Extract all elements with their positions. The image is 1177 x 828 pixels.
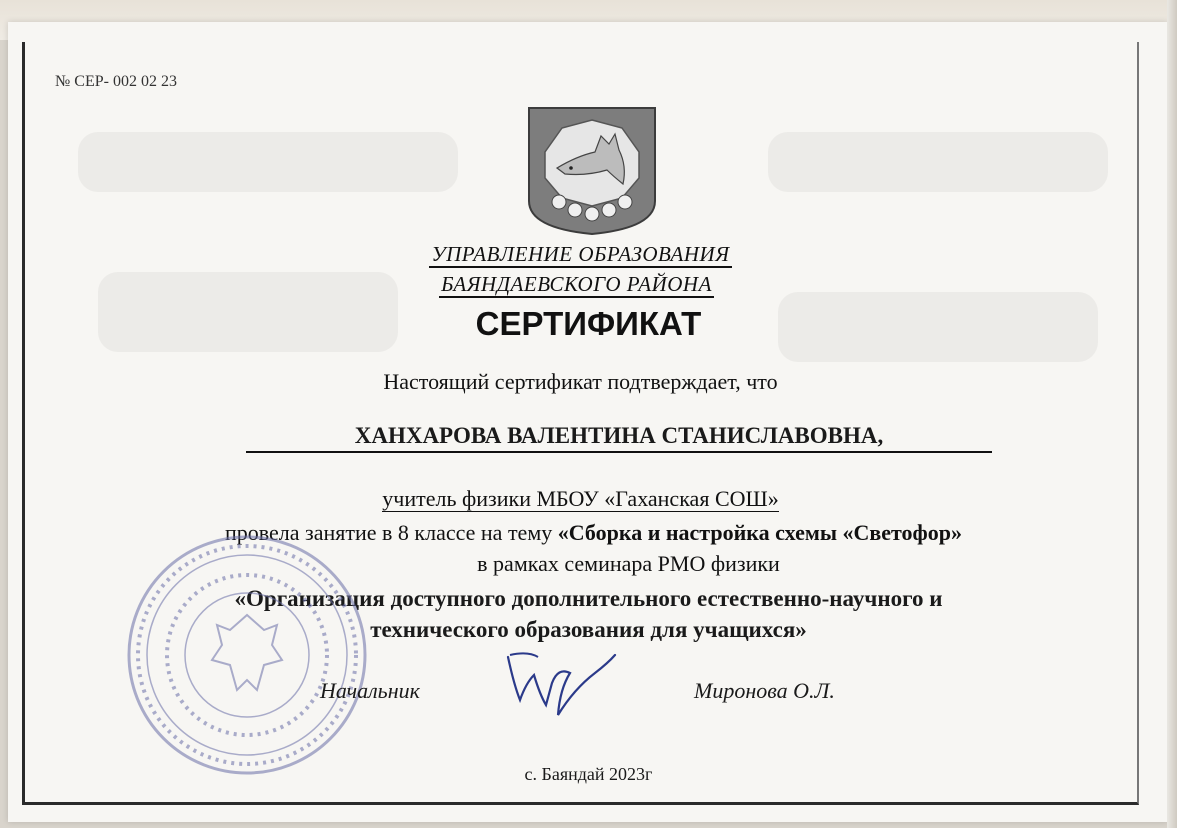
activity-prefix: провела занятие в 8 классе на тему bbox=[224, 520, 558, 545]
official-seal-icon bbox=[122, 530, 372, 780]
paper-edge bbox=[1167, 0, 1177, 828]
recipient-position-line bbox=[0, 486, 1169, 512]
deer-coat-of-arms-icon bbox=[527, 106, 657, 236]
place-and-date: с. Баяндай 2023г bbox=[524, 764, 653, 784]
seminar-topic-line2: технического образования для учащихся» bbox=[370, 617, 807, 642]
signer-name: Миронова О.Л. bbox=[694, 678, 835, 703]
agency-line2-text: БАЯНДАЕВСКОГО РАЙОНА bbox=[441, 272, 712, 296]
certificate-title: СЕРТИФИКАТ bbox=[475, 305, 702, 342]
signer-role: Начальник bbox=[320, 678, 420, 703]
recipient-name: ХАНХАРОВА ВАЛЕНТИНА СТАНИСЛАВОВНА, bbox=[246, 423, 992, 453]
agency-line1-text: УПРАВЛЕНИЕ ОБРАЗОВАНИЯ bbox=[431, 242, 730, 266]
recipient-position: учитель физики МБОУ «Гаханская СОШ» bbox=[382, 486, 779, 511]
agency-name-line2 bbox=[0, 272, 1165, 297]
seminar-line: в рамках семинара РМО физики bbox=[477, 551, 780, 576]
agency-name-line1 bbox=[0, 242, 1169, 267]
confirm-text: Настоящий сертификат подтверждает, что bbox=[383, 369, 778, 394]
activity-topic: «Сборка и настройка схемы «Светофор» bbox=[557, 520, 962, 545]
certificate-number: № СЕР- 002 02 23 bbox=[55, 73, 177, 90]
handwritten-signature-icon bbox=[500, 645, 620, 720]
seminar-topic-line1: «Организация доступного дополнительного естественно-научного и bbox=[234, 586, 943, 611]
